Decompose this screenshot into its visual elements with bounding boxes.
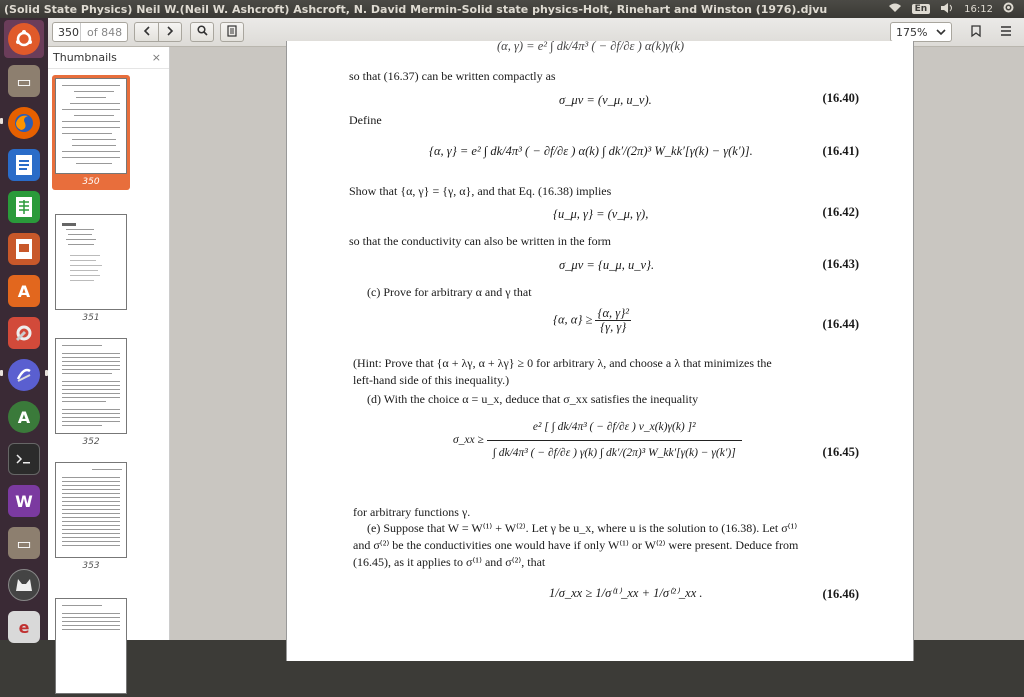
viewer-icon [8,359,40,391]
bookmark-icon [971,25,981,40]
sidebar-header [48,47,169,69]
paragraph-text: Show that {α, γ} = {γ, α}, and that Eq. (16.38) implies [349,184,612,198]
menu-button[interactable] [994,22,1018,42]
thumbnails-sidebar [48,47,170,640]
close-icon[interactable]: × [151,51,161,64]
equation-16-43: σ_μν = {u_μ, u_ν}. [559,258,655,272]
presentation-icon [8,233,40,265]
document-view[interactable] [170,39,1024,640]
thumbnail-image [55,78,127,174]
launcher-archive[interactable] [4,524,44,562]
firefox-icon [8,107,40,139]
archive-icon: ▭ [8,527,40,559]
chevron-right-icon [166,26,174,39]
spreadsheet-icon [8,191,40,223]
thumbnail-label: 350 [82,177,100,187]
fraction-denominator: {γ, γ} [600,320,627,334]
thumbnail-label: 353 [82,561,100,571]
menu-icon [1000,26,1012,39]
wifi-icon[interactable] [888,3,902,16]
thumbnail-page-352[interactable] [52,335,130,450]
thumbnail-label: 351 [82,313,100,323]
chevron-down-icon [936,26,946,39]
gear-icon[interactable] [1003,2,1014,16]
equation-lhs: σ_xx ≥ [453,434,484,447]
equation-number: (16.44) [822,317,859,331]
launcher [0,18,48,640]
equation-number: (16.40) [822,91,859,105]
settings-wrench-icon [8,317,40,349]
equation-16-45 [453,415,742,466]
writer-icon [8,149,40,181]
properties-button[interactable] [220,22,244,42]
equation-16-46: 1/σ_xx ≥ 1/σ⁽¹⁾_xx + 1/σ⁽²⁾_xx . [549,586,703,600]
next-page-button[interactable] [158,22,182,42]
launcher-viewer[interactable] [4,356,44,394]
paragraph-text: (c) Prove for arbitrary α and γ that [367,285,532,299]
zoom-select[interactable] [890,22,952,42]
equation-16-41: {α, γ} = e² ∫ dk/4π³ ( − ∂f/∂ε ) α(k) ∫ dk′/(2π)³ W_kk′[γ(k) − γ(k′)]. [429,144,753,158]
page-total-label: of 848 [87,25,123,39]
paragraph-text: (d) With the choice α = u_x, deduce that σ_xx satisfies the inequality [367,392,699,406]
equation-number: (16.41) [822,144,859,158]
running-indicator [0,118,3,124]
launcher-app-a[interactable] [4,398,44,436]
equation-fraction [487,415,742,466]
launcher-app-cat[interactable] [4,566,44,604]
search-button[interactable] [190,22,214,42]
equation-number: (16.43) [822,257,859,271]
thumbnail-image [55,598,127,694]
window-title: (Solid State Physics) Neil W.(Neil W. Ashcroft) Ashcroft, N. David Mermin-Solid state physics-Holt, Rinehart and Winston (1976).djvu [4,2,828,16]
paragraph-text: for arbitrary functions γ. [353,505,471,519]
fraction-numerator: e² [ ∫ dk/4π³ ( − ∂f/∂ε ) v_x(k)γ(k) ]² [487,415,742,441]
app-e-icon: e [8,611,40,643]
app-w-icon: W [8,485,40,517]
equation-number: (16.46) [822,587,859,601]
paragraph-text: so that the conductivity can also be written in the form [349,234,611,248]
paragraph-text: Define [349,113,382,127]
file-cabinet-icon: ▭ [8,65,40,97]
fraction-numerator: {α, γ}² [597,306,629,320]
document-page [286,41,914,661]
keyboard-language-indicator[interactable]: En [912,4,931,14]
thumbnail-page-354[interactable] [52,595,130,697]
shopping-bag-icon: A [8,275,40,307]
bookmark-button[interactable] [964,22,988,42]
equation-number: (16.45) [822,445,859,459]
ubuntu-logo-icon [8,23,40,55]
equation-16-44 [553,307,631,334]
launcher-app-e[interactable] [4,608,44,646]
thumbnail-image [55,214,127,310]
thumbnail-page-353[interactable] [52,459,130,574]
volume-icon[interactable] [940,3,954,16]
terminal-icon [8,443,40,475]
launcher-app-w[interactable] [4,482,44,520]
launcher-writer[interactable] [4,146,44,184]
paragraph-text: and σ⁽²⁾ be the conductivities one would have if only W⁽¹⁾ or W⁽²⁾ were present. Deduce from [353,538,799,552]
thumbnail-label: 352 [82,437,100,447]
running-indicator [0,370,3,376]
chevron-left-icon [143,26,151,39]
launcher-impress[interactable] [4,230,44,268]
launcher-files[interactable] [4,62,44,100]
launcher-terminal[interactable] [4,440,44,478]
thumbnail-image [55,462,127,558]
app-a-icon: A [8,401,40,433]
current-page-input[interactable]: 350 [53,23,81,41]
fraction-denominator: ∫ dk/4π³ ( − ∂f/∂ε ) γ(k) ∫ dk′/(2π)³ W_kk′[γ(k) − γ(k′)] [492,447,736,459]
system-tray [888,2,1024,16]
sidebar-title: Thumbnails [53,51,117,64]
launcher-software-center[interactable] [4,272,44,310]
search-icon [197,25,208,39]
page-navigation [134,22,182,42]
launcher-system-settings[interactable] [4,314,44,352]
clock[interactable]: 16:12 [964,3,993,15]
cat-icon [8,569,40,601]
equation-lhs: {α, α} ≥ [553,312,593,327]
paragraph-text: (16.45), as it applies to σ⁽¹⁾ and σ⁽²⁾, that [353,555,546,569]
paragraph-text: (e) Suppose that W = W⁽¹⁾ + W⁽²⁾. Let γ be u_x, where u is the solution to (16.38). Let σ⁽¹⁾ [367,521,798,535]
thumbnail-image [55,338,127,434]
thumbnail-page-351[interactable] [52,211,130,326]
previous-page-button[interactable] [134,22,158,42]
hint-text: left-hand side of this inequality.) [353,373,510,387]
equation-16-40: σ_μν = (v_μ, u_ν). [559,93,652,107]
launcher-calc[interactable] [4,188,44,226]
launcher-firefox[interactable] [4,104,44,142]
hint-text: (Hint: Prove that {α + λγ, α + λγ} ≥ 0 for arbitrary λ, and choose a λ that minimizes the [353,356,772,370]
ubuntu-dash-button[interactable] [4,20,44,58]
paragraph-text: so that (16.37) can be written compactly as [349,69,556,83]
equation-fraction [595,307,630,334]
equation-number: (16.42) [822,205,859,219]
top-panel [0,0,1024,18]
zoom-value: 175% [896,25,928,39]
equation-16-42: {u_μ, γ} = (v_μ, γ), [553,207,649,221]
equation-partial-top: (α, γ) = e² ∫ dk/4π³ ( − ∂f/∂ε ) α(k)γ(k) [497,39,685,53]
thumbnail-page-350[interactable] [52,75,130,190]
document-icon [227,25,237,40]
page-number-field[interactable] [52,22,128,42]
